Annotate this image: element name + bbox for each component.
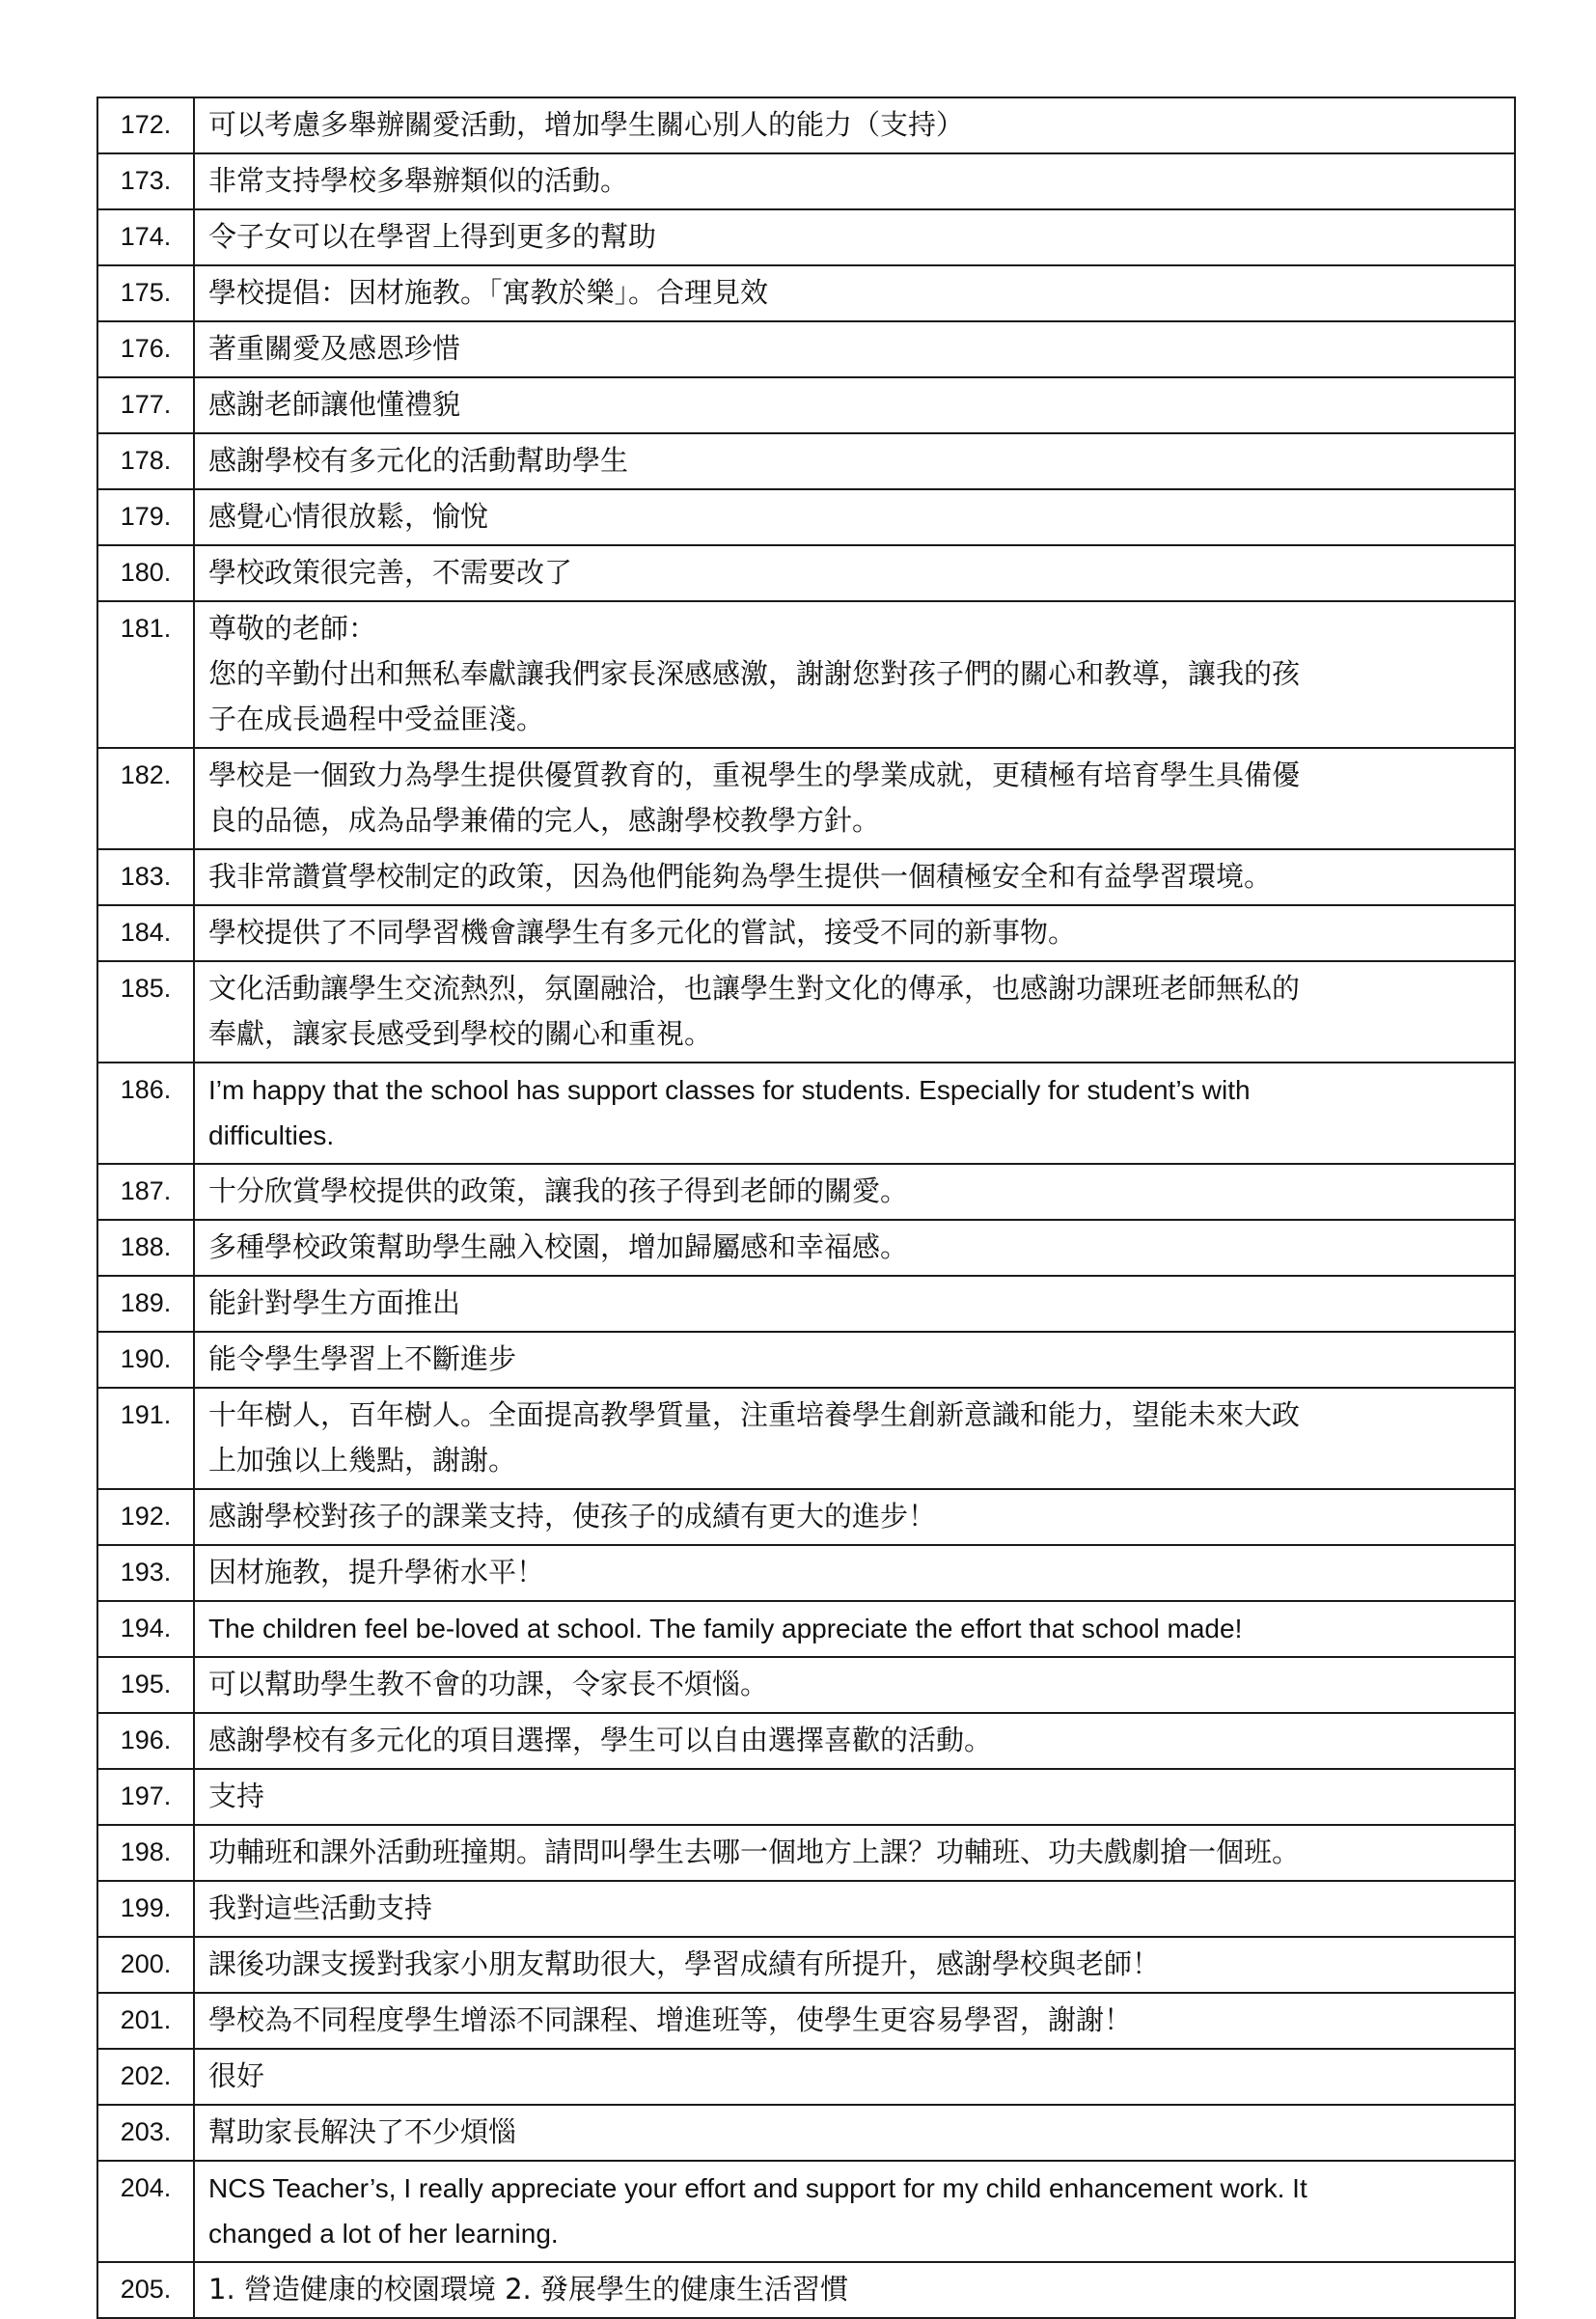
row-number: 191. [97,1388,194,1489]
table-row [97,433,1515,489]
row-number: 202. [97,2049,194,2105]
feedback-text-cell [194,2105,1515,2161]
table-row [97,1489,1515,1545]
feedback-text-line: changed a lot of her learning. [208,2219,559,2249]
feedback-text-line: I’m happy that the school has support classes for students. Especially for student’s with [208,1075,1251,1105]
feedback-text-line: 非常支持學校多舉辦類似的活動。 [208,164,629,197]
row-number: 201. [97,1993,194,2049]
row-number: 190. [97,1332,194,1388]
table-row [97,961,1515,1063]
feedback-text-cell [194,97,1515,153]
table-row [97,2262,1515,2318]
feedback-text-line: 您的辛勤付出和無私奉獻讓我們家長深感感激，謝謝您對孩子們的關心和教導，讓我的孩 [208,657,1301,690]
row-number: 181. [97,601,194,748]
feedback-text-cell [194,1881,1515,1937]
feedback-text-cell [194,849,1515,905]
feedback-text-line: 奉獻，讓家長感受到學校的關心和重視。 [208,1017,713,1050]
feedback-text-cell [194,2161,1515,2262]
row-number: 179. [97,489,194,545]
feedback-text-line: 課後功課支援對我家小朋友幫助很大，學習成績有所提升，感謝學校與老師！ [208,1947,1161,1980]
table-row [97,1545,1515,1601]
table-row [97,1657,1515,1713]
row-number: 188. [97,1220,194,1276]
table-row [97,1220,1515,1276]
table-row [97,2105,1515,2161]
feedback-text-cell [194,601,1515,748]
feedback-text-line: The children feel be-loved at school. The family appreciate the effort that school made! [208,1614,1243,1643]
row-number: 187. [97,1164,194,1220]
row-number: 176. [97,321,194,377]
table-row [97,545,1515,601]
feedback-text-cell [194,153,1515,209]
feedback-text-cell [194,265,1515,321]
feedback-text-line: 很好 [208,2059,265,2092]
feedback-text-line: NCS Teacher’s, I really appreciate your effort and support for my child enhancement work. It [208,2173,1307,2203]
feedback-text-line: difficulties. [208,1120,335,1150]
row-number: 177. [97,377,194,433]
feedback-text-line: 感謝學校有多元化的活動幫助學生 [208,444,629,477]
feedback-text-line: 著重關愛及感恩珍惜 [208,332,461,365]
row-number: 195. [97,1657,194,1713]
feedback-text-line: 我非常讚賞學校制定的政策，因為他們能夠為學生提供一個積極安全和有益學習環境。 [208,860,1273,893]
feedback-text-cell [194,1388,1515,1489]
feedback-text-cell [194,1657,1515,1713]
feedback-text-line: 因材施教，提升學術水平！ [208,1556,545,1588]
table-row [97,1937,1515,1993]
table-row [97,849,1515,905]
feedback-text-cell [194,2049,1515,2105]
table-row [97,1881,1515,1937]
feedback-text-line: 1. 營造健康的校園環境 2. 發展學生的健康生活習慣 [208,2273,848,2305]
feedback-text-cell [194,321,1515,377]
row-number: 189. [97,1276,194,1332]
table-row [97,1825,1515,1881]
table-row [97,1276,1515,1332]
feedback-text-cell [194,1769,1515,1825]
feedback-text-line: 良的品德，成為品學兼備的完人，感謝學校教學方針。 [208,804,881,837]
row-number: 193. [97,1545,194,1601]
row-number: 183. [97,849,194,905]
table-row [97,2161,1515,2262]
row-number: 204. [97,2161,194,2262]
feedback-text-line: 功輔班和課外活動班撞期。請問叫學生去哪一個地方上課？功輔班、功夫戲劇搶一個班。 [208,1836,1301,1868]
feedback-text-cell [194,1489,1515,1545]
feedback-text-line: 感覺心情很放鬆，愉悅 [208,500,489,533]
feedback-text-cell [194,1825,1515,1881]
feedback-text-line: 尊敬的老師： [208,612,377,645]
row-number: 200. [97,1937,194,1993]
table-row [97,2049,1515,2105]
feedback-text-cell [194,1063,1515,1164]
row-number: 182. [97,748,194,849]
feedback-text-cell [194,1276,1515,1332]
feedback-text-cell [194,1545,1515,1601]
feedback-text-line: 可以考慮多舉辦關愛活動，增加學生關心別人的能力（支持） [208,108,965,141]
table-row [97,1388,1515,1489]
table-row [97,1769,1515,1825]
row-number: 175. [97,265,194,321]
row-number: 205. [97,2262,194,2318]
table-row [97,1601,1515,1657]
feedback-text-line: 感謝老師讓他懂禮貌 [208,388,461,421]
feedback-text-cell [194,2262,1515,2318]
table-row [97,153,1515,209]
feedback-text-line: 子在成長過程中受益匪淺。 [208,703,545,735]
feedback-text-line: 感謝學校有多元化的項目選擇，學生可以自由選擇喜歡的活動。 [208,1724,993,1756]
feedback-text-line: 上加強以上幾點，謝謝。 [208,1444,517,1477]
feedback-text-line: 令子女可以在學習上得到更多的幫助 [208,220,657,253]
feedback-text-line: 能針對學生方面推出 [208,1286,461,1319]
feedback-text-line: 學校政策很完善，不需要改了 [208,556,573,589]
table-row [97,489,1515,545]
feedback-text-line: 文化活動讓學生交流熱烈，氛圍融洽，也讓學生對文化的傳承，也感謝功課班老師無私的 [208,972,1301,1005]
table-row [97,265,1515,321]
feedback-table-body [97,97,1515,2318]
feedback-text-line: 幫助家長解決了不少煩惱 [208,2115,517,2148]
feedback-text-cell [194,433,1515,489]
feedback-text-line: 可以幫助學生教不會的功課，令家長不煩惱。 [208,1668,769,1700]
row-number: 197. [97,1769,194,1825]
feedback-text-cell [194,1937,1515,1993]
row-number: 180. [97,545,194,601]
feedback-text-line: 感謝學校對孩子的課業支持，使孩子的成績有更大的進步！ [208,1500,937,1532]
feedback-text-cell [194,1713,1515,1769]
feedback-text-line: 學校提倡：因材施教。「寓教於樂」。合理見效 [208,276,769,309]
table-row [97,377,1515,433]
row-number: 196. [97,1713,194,1769]
row-number: 184. [97,905,194,961]
feedback-text-line: 支持 [208,1780,265,1812]
feedback-text-line: 十年樹人，百年樹人。全面提高教學質量，注重培養學生創新意識和能力，望能未來大政 [208,1398,1301,1431]
table-row [97,905,1515,961]
table-row [97,1164,1515,1220]
table-row [97,601,1515,748]
row-number: 174. [97,209,194,265]
feedback-text-cell [194,209,1515,265]
table-row [97,1713,1515,1769]
feedback-text-line: 學校是一個致力為學生提供優質教育的，重視學生的學業成就，更積極有培育學生具備優 [208,759,1301,791]
row-number: 186. [97,1063,194,1164]
feedback-text-line: 學校為不同程度學生增添不同課程、增進班等，使學生更容易學習，謝謝！ [208,2003,1133,2036]
feedback-table [96,97,1516,2319]
feedback-text-cell [194,545,1515,601]
feedback-text-cell [194,1601,1515,1657]
feedback-text-cell [194,905,1515,961]
table-row [97,1063,1515,1164]
row-number: 192. [97,1489,194,1545]
table-row [97,1332,1515,1388]
table-row [97,209,1515,265]
feedback-text-cell [194,1993,1515,2049]
row-number: 173. [97,153,194,209]
feedback-text-cell [194,961,1515,1063]
table-row [97,97,1515,153]
feedback-text-cell [194,1332,1515,1388]
feedback-text-cell [194,1164,1515,1220]
feedback-text-line: 學校提供了不同學習機會讓學生有多元化的嘗試，接受不同的新事物。 [208,916,1077,949]
row-number: 172. [97,97,194,153]
feedback-text-line: 能令學生學習上不斷進步 [208,1342,517,1375]
row-number: 185. [97,961,194,1063]
row-number: 178. [97,433,194,489]
feedback-text-line: 多種學校政策幫助學生融入校園，增加歸屬感和幸福感。 [208,1230,909,1263]
feedback-text-cell [194,748,1515,849]
table-row [97,321,1515,377]
row-number: 198. [97,1825,194,1881]
feedback-text-cell [194,377,1515,433]
feedback-text-line: 十分欣賞學校提供的政策，讓我的孩子得到老師的關愛。 [208,1174,909,1207]
row-number: 199. [97,1881,194,1937]
table-row [97,748,1515,849]
row-number: 194. [97,1601,194,1657]
table-row [97,1993,1515,2049]
feedback-text-cell [194,489,1515,545]
feedback-text-cell [194,1220,1515,1276]
row-number: 203. [97,2105,194,2161]
feedback-text-line: 我對這些活動支持 [208,1891,433,1924]
